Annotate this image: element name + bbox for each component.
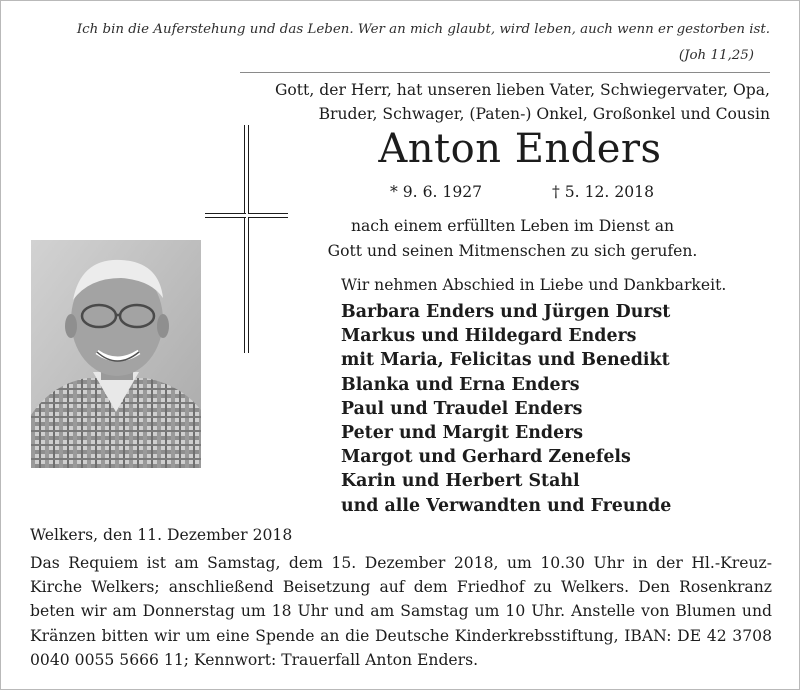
cross-icon [244, 125, 249, 353]
intro-line: Gott, der Herr, hat unseren lieben Vater, Schwiegervater, Opa, [274, 81, 770, 99]
list-item: und alle Verwandten und Freunde [341, 495, 672, 516]
place-date: Welkers, den 11. Dezember 2018 [30, 526, 293, 544]
list-item: Markus und Hildegard Enders [341, 326, 637, 347]
intro-text [240, 78, 770, 126]
birth-date: * 9. 6. 1927 [390, 183, 483, 201]
death-date: † 5. 12. 2018 [552, 183, 655, 201]
list-item: Margot und Gerhard Zenefels [341, 447, 631, 468]
mourners-list [341, 300, 671, 518]
fulfilled-line: nach einem erfüllten Leben im Dienst an [350, 217, 675, 235]
bible-quote: Ich bin die Auferstehung und das Leben. Wer an mich glaubt, wird leben, auch wenn er gestorben ist. [76, 22, 770, 37]
list-item: mit Maria, Felicitas und Benedikt [341, 350, 670, 371]
divider [240, 72, 770, 73]
deceased-name: Anton Enders [378, 126, 662, 172]
list-item: Paul und Traudel Enders [341, 398, 583, 419]
portrait-photo [31, 240, 201, 468]
list-item: Peter und Margit Enders [341, 423, 584, 444]
service-details: Das Requiem ist am Samstag, dem 15. Dezember 2018, um 10.30 Uhr in der Hl.-Kreuz-Kirche Welkers; anschließend Beisetzung auf dem Friedhof zu Welkers. Den Rosenkranz beten wir am Donnerstag um 18 Uhr und am Samstag um 10 Uhr. Anstelle von Blumen und Kränzen bitten wir um eine Spende an die Deutsche Kinderkrebsstiftung, IBAN: DE 42 3708 0040 0055 5666 11; Kennwort: Trauerfall Anton Enders. [30, 554, 772, 669]
list-item: Blanka und Erna Enders [341, 374, 580, 395]
list-item: Karin und Herbert Stahl [341, 471, 580, 492]
list-item: Barbara Enders und Jürgen Durst [341, 302, 671, 322]
fulfilled-text [300, 214, 725, 264]
farewell-text: Wir nehmen Abschied in Liebe und Dankbarkeit. [341, 276, 727, 294]
fulfilled-line: Gott und seinen Mitmenschen zu sich gerufen. [327, 242, 698, 260]
bible-reference: (Joh 11,25) [678, 48, 754, 63]
intro-line: Bruder, Schwager, (Paten-) Onkel, Großonkel und Cousin [318, 105, 770, 123]
